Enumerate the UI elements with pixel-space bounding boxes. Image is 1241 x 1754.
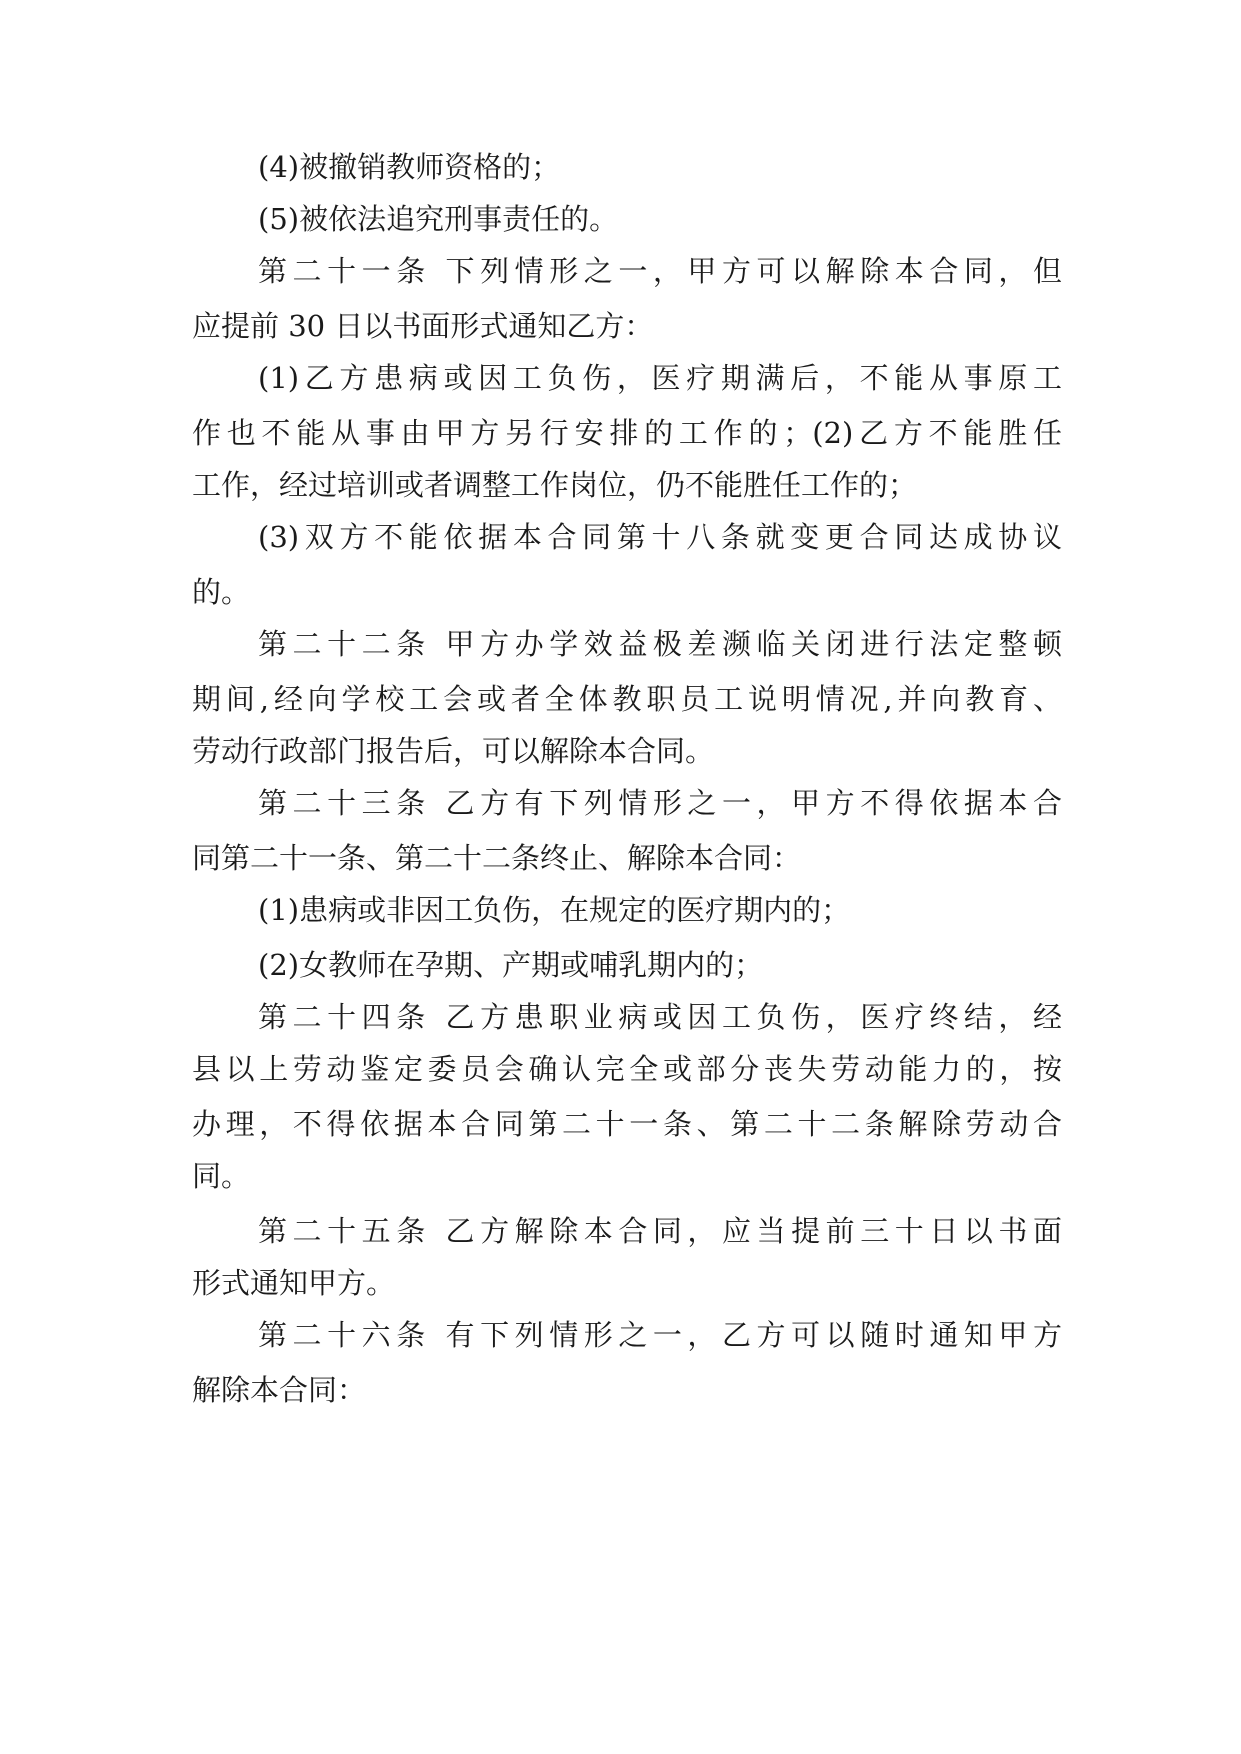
article-21-line-1: 第二十一条 下列情形之一，甲方可以解除本合同，但: [258, 254, 1062, 288]
article-22-line-1: 第二十二条 甲方办学效益极差濒临关闭进行法定整顿: [258, 627, 1062, 661]
article-21-item-1-line-2: 作也不能从事由甲方另行安排的工作的；(2)乙方不能胜任: [192, 416, 1062, 450]
article-24-line-2: 县以上劳动鉴定委员会确认完全或部分丧失劳动能力的，按: [192, 1052, 1062, 1086]
article-25-line-1: 第二十五条 乙方解除本合同，应当提前三十日以书面: [258, 1214, 1062, 1248]
article-24-line-3: 办理，不得依据本合同第二十一条、第二十二条解除劳动合: [192, 1107, 1062, 1141]
article-22-line-2: 期间,经向学校工会或者全体教职员工说明情况,并向教育、: [192, 682, 1062, 716]
article-21-item-1-line-1: (1)乙方患病或因工负伤，医疗期满后，不能从事原工: [258, 361, 1062, 395]
article-23-line-1: 第二十三条 乙方有下列情形之一，甲方不得依据本合: [258, 786, 1062, 820]
article-24-line-4: 同。: [192, 1159, 251, 1193]
clause-item-4: (4)被撤销教师资格的；: [258, 150, 561, 184]
article-22-line-3: 劳动行政部门报告后，可以解除本合同。: [192, 734, 715, 768]
article-21-line-2: 应提前 30 日以书面形式通知乙方：: [192, 309, 654, 343]
article-21-item-3-line-2: 的。: [192, 575, 251, 609]
article-26-line-2: 解除本合同：: [192, 1373, 367, 1407]
article-21-item-3-line-1: (3)双方不能依据本合同第十八条就变更合同达成协议: [258, 520, 1062, 554]
article-21-item-1-line-3: 工作，经过培训或者调整工作岗位，仍不能胜任工作的；: [192, 468, 918, 502]
article-23-line-2: 同第二十一条、第二十二条终止、解除本合同：: [192, 841, 802, 875]
article-25-line-2: 形式通知甲方。: [192, 1266, 396, 1300]
article-26-line-1: 第二十六条 有下列情形之一，乙方可以随时通知甲方: [258, 1318, 1062, 1352]
article-24-line-1: 第二十四条 乙方患职业病或因工负伤，医疗终结，经: [258, 1000, 1062, 1034]
clause-item-5: (5)被依法追究刑事责任的。: [258, 202, 619, 236]
article-23-item-2: (2)女教师在孕期、产期或哺乳期内的；: [258, 948, 764, 982]
article-23-item-1: (1)患病或非因工负伤，在规定的医疗期内的；: [258, 893, 851, 927]
